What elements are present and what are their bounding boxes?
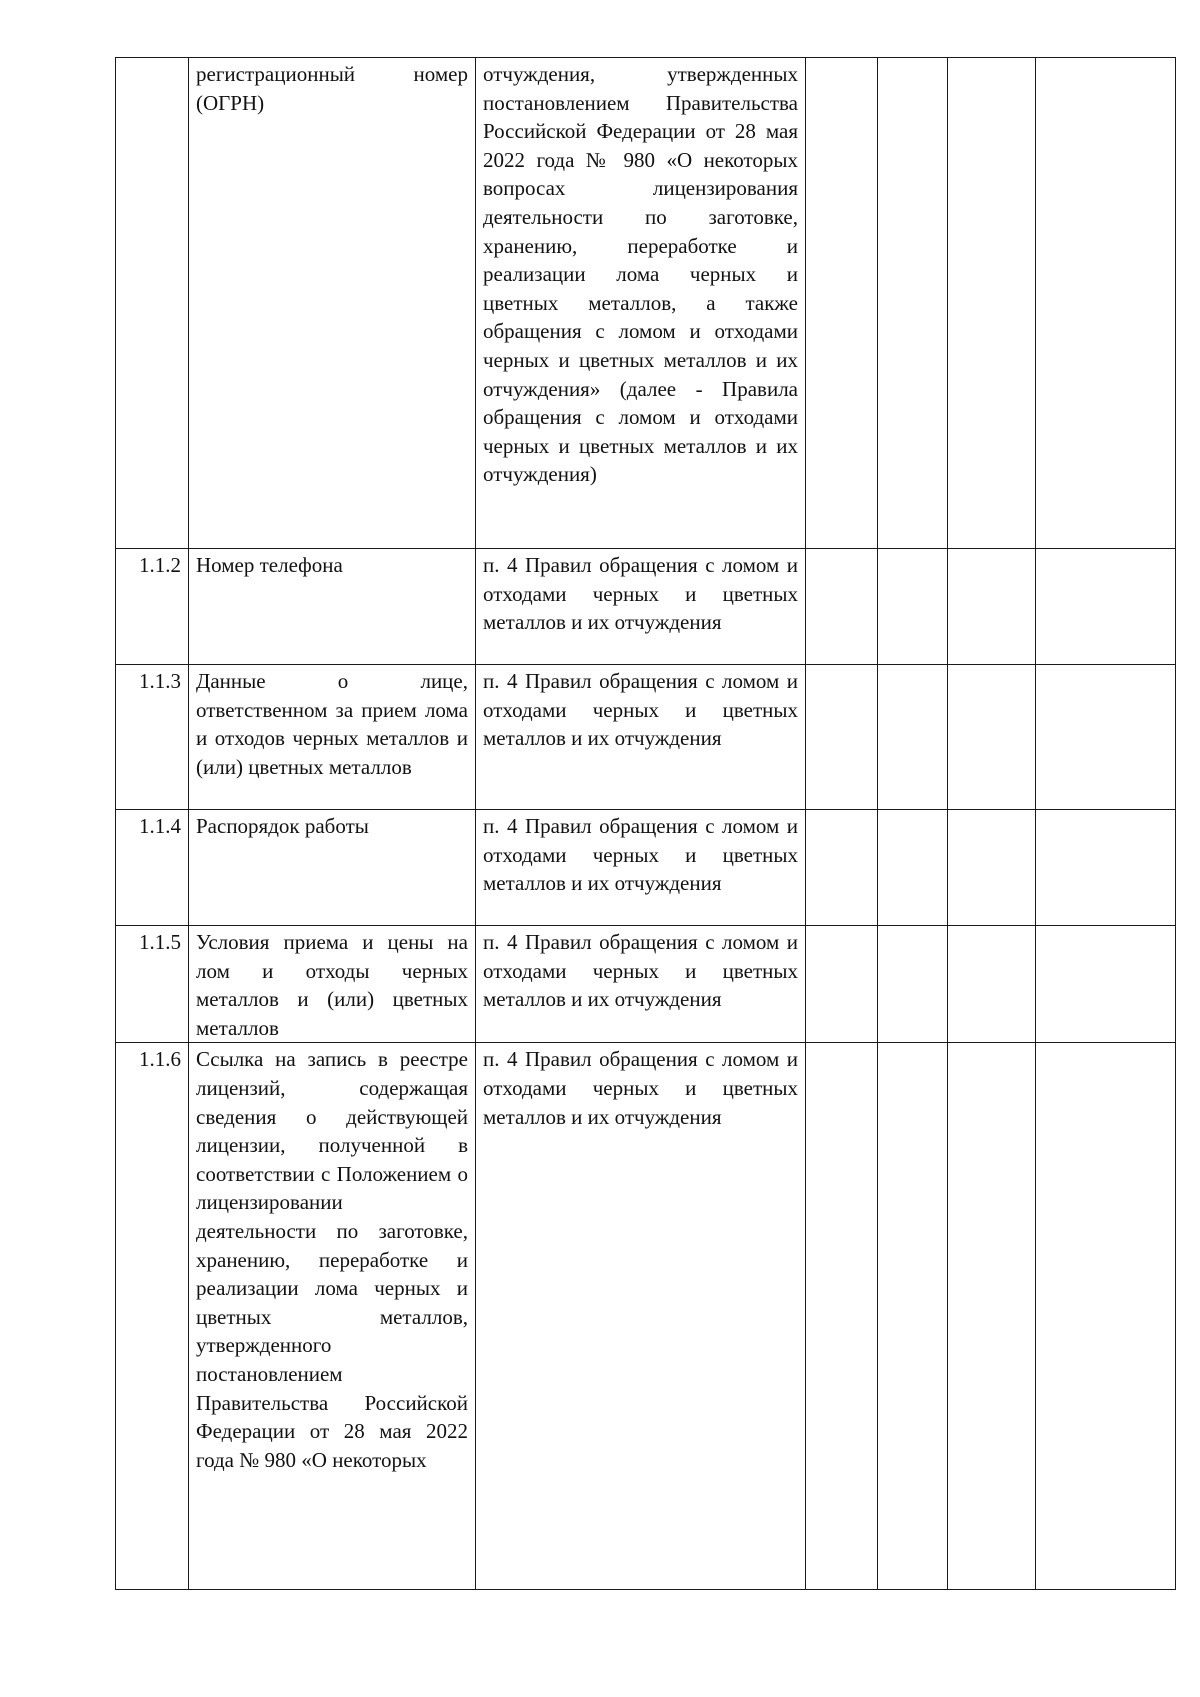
legal-reference: п. 4 Правил обращения с ломом и отходами черных и цветных металлов и их отчуждения	[476, 810, 806, 926]
empty-cell	[948, 58, 1036, 549]
empty-cell	[806, 810, 878, 926]
requirement-name: Условия приема и цены на лом и отходы черных металлов и (или) цветных металлов	[189, 926, 476, 1043]
empty-cell	[878, 810, 948, 926]
legal-reference: п. 4 Правил обращения с ломом и отходами черных и цветных металлов и их отчуждения	[476, 549, 806, 665]
row-number	[116, 58, 189, 549]
empty-cell	[948, 665, 1036, 810]
empty-cell	[948, 926, 1036, 1043]
table-row	[116, 810, 1176, 926]
legal-reference: п. 4 Правил обращения с ломом и отходами черных и цветных металлов и их отчуждения	[476, 665, 806, 810]
table-row	[116, 58, 1176, 549]
requirement-name: Данные о лице, ответственном за прием лома и отходов черных металлов и (или) цветных металлов	[189, 665, 476, 810]
empty-cell	[806, 926, 878, 1043]
requirement-name: Ссылка на запись в реестре лицензий, содержащая сведения о действующей лицензии, полученной в соответствии с Положением о лицензировании деятельности по заготовке, хранению, переработке и реализации лома черных и цветных металлов, утвержденного постановлением Правительства Российской Федерации от 28 мая 2022 года № 980 «О некоторых	[189, 1043, 476, 1590]
requirement-name: регистрационный номер (ОГРН)	[189, 58, 476, 549]
row-number: 1.1.5	[116, 926, 189, 1043]
empty-cell	[948, 549, 1036, 665]
requirement-name: Номер телефона	[189, 549, 476, 665]
empty-cell	[806, 1043, 878, 1590]
row-number: 1.1.6	[116, 1043, 189, 1590]
legal-reference: отчуждения, утвержденных постановлением Правительства Российской Федерации от 28 мая 2022 года № 980 «О некоторых вопросах лицензирования деятельности по заготовке, хранению, переработке и реализации лома черных и цветных металлов, а также обращения с ломом и отходами черных и цветных металлов и их отчуждения» (далее - Правила обращения с ломом и отходами черных и цветных металлов и их отчуждения)	[476, 58, 806, 549]
empty-cell	[948, 1043, 1036, 1590]
empty-cell	[1036, 810, 1176, 926]
empty-cell	[878, 58, 948, 549]
empty-cell	[1036, 549, 1176, 665]
table-row	[116, 549, 1176, 665]
row-number: 1.1.4	[116, 810, 189, 926]
table-row	[116, 665, 1176, 810]
empty-cell	[948, 810, 1036, 926]
table-row	[116, 926, 1176, 1043]
empty-cell	[1036, 1043, 1176, 1590]
legal-reference: п. 4 Правил обращения с ломом и отходами черных и цветных металлов и их отчуждения	[476, 1043, 806, 1590]
empty-cell	[1036, 926, 1176, 1043]
empty-cell	[806, 58, 878, 549]
legal-reference: п. 4 Правил обращения с ломом и отходами черных и цветных металлов и их отчуждения	[476, 926, 806, 1043]
requirements-table	[115, 57, 1176, 1590]
empty-cell	[1036, 665, 1176, 810]
empty-cell	[878, 926, 948, 1043]
empty-cell	[878, 665, 948, 810]
row-number: 1.1.2	[116, 549, 189, 665]
empty-cell	[878, 549, 948, 665]
row-number: 1.1.3	[116, 665, 189, 810]
empty-cell	[806, 665, 878, 810]
table-row	[116, 1043, 1176, 1590]
empty-cell	[878, 1043, 948, 1590]
requirement-name: Распорядок работы	[189, 810, 476, 926]
empty-cell	[1036, 58, 1176, 549]
empty-cell	[806, 549, 878, 665]
